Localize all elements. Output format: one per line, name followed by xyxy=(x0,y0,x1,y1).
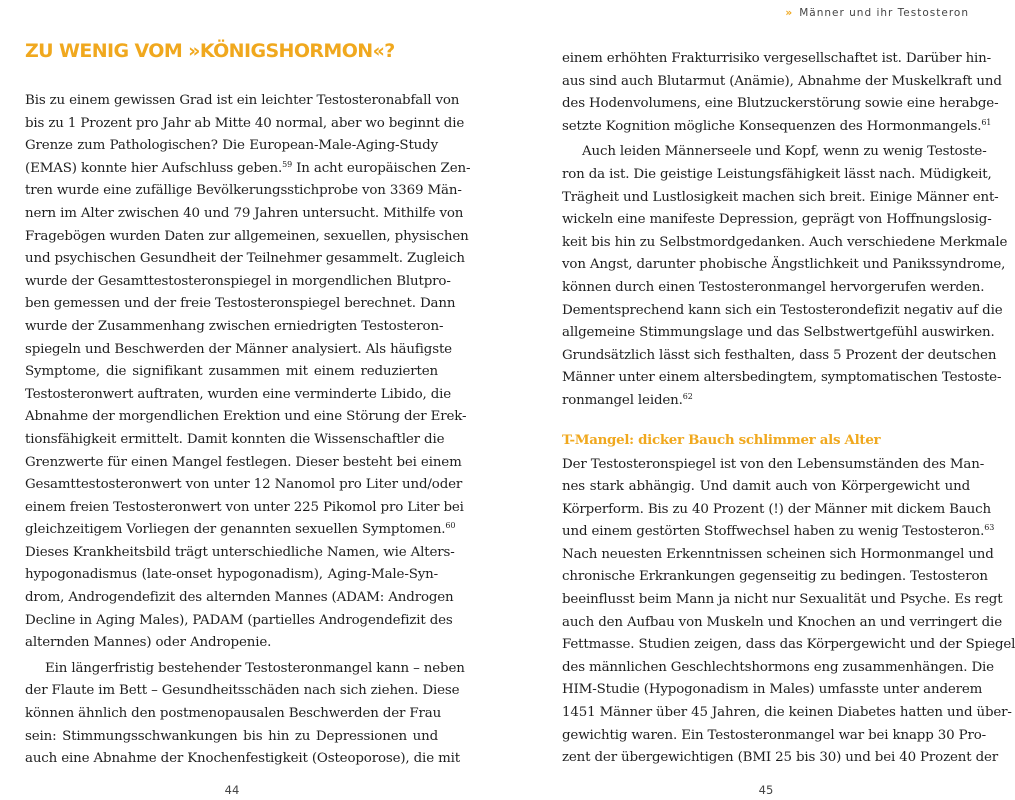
text-line: Der Testosteronspiegel ist von den Lebensumständen des Man- xyxy=(562,456,985,472)
text-line: von Angst, darunter phobische Ängstlichkeit und Panikssyndrome, xyxy=(562,257,1006,273)
text-line: HIM-Studie (Hypogonadism in Males) umfasste unter anderem xyxy=(562,682,983,698)
text-line: Gesamttestosteronwert von unter 12 Nanomol pro Liter und/oder xyxy=(25,477,463,493)
footnote-ref: 63 xyxy=(984,523,995,533)
text-line: Grenzwerte für einen Mangel festlegen. Dieser besteht bei einem xyxy=(25,454,462,470)
footnote-ref: 60 xyxy=(445,521,456,531)
text-line: Testosteronwert auftraten, wurden eine verminderte Libido, die xyxy=(25,386,452,402)
text-line: einem erhöhten Frakturrisiko vergesellschaftet ist. Darüber hin- xyxy=(562,51,992,66)
text-line: und einem gestörten Stoffwechsel haben zu wenig Testosteron.$^{63}$ xyxy=(562,523,995,540)
text-line: setzte Kognition mögliche Konsequenzen des Hormonmangels.$^{61}$ xyxy=(562,117,992,134)
text-line: Abnahme der morgendlichen Erektion und eine Störung der Erek- xyxy=(25,409,467,425)
text-line: nes stark abhängig. Und damit auch von Körpergewicht und xyxy=(562,479,970,495)
text-line: auch eine Abnahme der Knochenfestigkeit (Osteoporose), die mit xyxy=(25,751,460,767)
text-line: Grenze zum Pathologischen? Die European-Male-Aging-Study xyxy=(25,138,438,154)
chapter-heading: ZU WENIG VOM »KÖNIGSHORMON«? xyxy=(25,40,395,62)
text-line: Männer unter einem altersbedingtem, symptomatischen Testoste- xyxy=(562,370,1002,386)
text-line: tionsfähigkeit ermittelt. Damit konnten die Wissenschaftler die xyxy=(25,431,445,447)
chevron-icon: » xyxy=(785,7,794,19)
right-page-text-after xyxy=(562,454,1015,770)
text-line: Decline in Aging Males), PADAM (partielles Androgendefizit des xyxy=(25,612,453,628)
text-line: können durch einen Testosteronmangel hervorgerufen werden. xyxy=(562,279,985,295)
text-line: Trägheit und Lustlosigkeit machen sich breit. Einige Männer ent- xyxy=(562,189,999,205)
text-line: wurde der Gesamttestosteronspiegel in morgendlichen Blutpro- xyxy=(25,273,451,289)
footnote-ref: 61 xyxy=(981,117,992,127)
text-line: 1451 Männer über 45 Jahren, die keinen Diabetes hatten und über- xyxy=(562,705,1012,721)
text-line: Dieses Krankheitsbild trägt unterschiedliche Namen, wie Alters- xyxy=(25,544,455,560)
page-number-left: 44 xyxy=(224,783,240,797)
text-line: wurde der Zusammenhang zwischen erniedrigten Testosteron- xyxy=(25,318,444,334)
text-line: keit bis hin zu Selbstmordgedanken. Auch verschiedene Merkmale xyxy=(562,234,1008,250)
text-line: bis zu 1 Prozent pro Jahr ab Mitte 40 normal, aber wo beginnt die xyxy=(25,115,465,131)
text-line: hypogonadismus (late-onset hypogonadism), Aging-Male-Syn- xyxy=(25,567,438,583)
left-page xyxy=(25,0,471,800)
text-line: Dementsprechend kann sich ein Testosterondefizit negativ auf die xyxy=(562,302,1003,318)
text-line: allgemeine Stimmungslage und das Selbstwertgefühl auswirken. xyxy=(562,325,995,341)
text-line: Bis zu einem gewissen Grad ist ein leichter Testosteronabfall von xyxy=(25,93,460,108)
text-line: wickeln eine manifeste Depression, geprägt von Hoffnungslosig- xyxy=(562,212,992,228)
text-line: und psychischen Gesundheit der Teilnehmer gesammelt. Zugleich xyxy=(25,251,465,267)
text-line: des Hodenvolumens, eine Blutzuckerstörung sowie eine herabge- xyxy=(562,96,999,112)
right-page-body xyxy=(562,48,1015,770)
text-line: chronische Erkrankungen gegenseitig zu bedingen. Testosteron xyxy=(562,569,988,585)
text-line: einem freien Testosteronwert von unter 225 Pikomol pro Liter bei xyxy=(25,499,464,515)
text-line: Ein längerfristig bestehender Testosteronmangel kann – neben xyxy=(45,660,465,676)
text-line: Fettmasse. Studien zeigen, dass das Körpergewicht und der Spiegel xyxy=(562,637,1015,653)
text-line: aus sind auch Blutarmut (Anämie), Abnahme der Muskelkraft und xyxy=(562,73,1002,89)
right-page-text-before xyxy=(562,48,1008,413)
left-page-body xyxy=(25,90,471,771)
text-line: Symptome, die signifikant zusammen mit einem reduzierten xyxy=(25,364,438,380)
text-line: sein: Stimmungsschwankungen bis hin zu Depressionen und xyxy=(25,728,438,744)
text-line: beeinflusst beim Mann ja nicht nur Sexualität und Psyche. Es regt xyxy=(562,592,1003,608)
text-line: ronmangel leiden.$^{62}$ xyxy=(562,391,693,408)
text-line: Nach neuesten Erkenntnissen scheinen sich Hormonmangel und xyxy=(562,546,994,562)
section-subheading: T-Mangel: dicker Bauch schlimmer als Alter xyxy=(562,431,881,448)
text-line: tren wurde eine zufällige Bevölkerungsstichprobe von 3369 Män- xyxy=(25,183,462,199)
text-line: gleichzeitigem Vorliegen der genannten sexuellen Symptomen.$^{60}$ xyxy=(25,521,456,538)
text-line: Körperform. Bis zu 40 Prozent (!) der Männer mit dickem Bauch xyxy=(562,501,991,517)
text-line: drom, Androgendefizit des alternden Mannes (ADAM: Androgen xyxy=(25,590,454,606)
text-line: der Flaute im Bett – Gesundheitsschäden nach sich ziehen. Diese xyxy=(25,683,460,699)
text-line: Auch leiden Männerseele und Kopf, wenn zu wenig Testoste- xyxy=(582,144,987,160)
text-line: alternden Mannes) oder Andropenie. xyxy=(25,635,272,651)
text-line: ben gemessen und der freie Testosteronspiegel berechnet. Dann xyxy=(25,296,456,312)
text-line: nern im Alter zwischen 40 und 79 Jahren untersucht. Mithilfe von xyxy=(25,205,464,221)
text-line: Fragebögen wurden Daten zur allgemeinen, sexuellen, physischen xyxy=(25,228,469,244)
text-line: zent der übergewichtigen (BMI 25 bis 30) und bei 40 Prozent der xyxy=(562,750,999,766)
text-line: auch den Aufbau von Muskeln und Knochen an und verringert die xyxy=(562,614,1002,630)
text-line: ron da ist. Die geistige Leistungsfähigkeit lässt nach. Müdigkeit, xyxy=(562,166,992,182)
text-line: des männlichen Geschlechtshormons eng zusammenhängen. Die xyxy=(562,659,994,675)
text-line: spiegeln und Beschwerden der Männer analysiert. Als häufigste xyxy=(25,341,452,357)
page-number-right: 45 xyxy=(758,783,774,797)
footnote-ref: 62 xyxy=(682,391,693,401)
right-page xyxy=(562,0,1015,800)
text-line: gewichtig waren. Ein Testosteronmangel war bei knapp 30 Pro- xyxy=(562,727,986,743)
text-line: können ähnlich den postmenopausalen Beschwerden der Frau xyxy=(25,706,442,722)
footnote-ref: 59 xyxy=(282,159,293,169)
text-line: (EMAS) konnte hier Aufschluss geben.$^{59}$ In acht europäischen Zen- xyxy=(25,159,471,176)
text-line: Grundsätzlich lässt sich festhalten, dass 5 Prozent der deutschen xyxy=(562,347,997,363)
running-header-title: Männer und ihr Testosteron xyxy=(799,7,969,19)
